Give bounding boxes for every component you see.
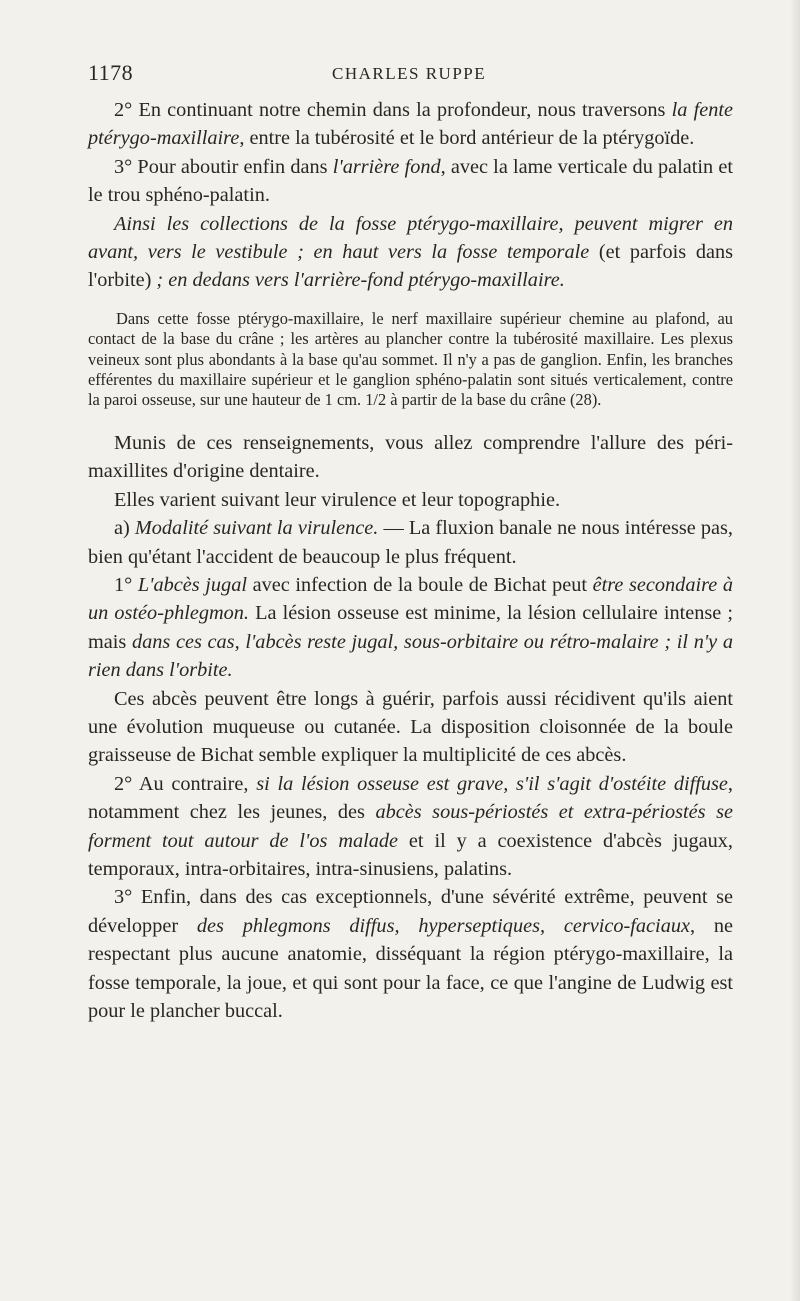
paragraph-3: [88, 210, 733, 295]
p6-text: — La fluxion banale ne nous intéresse pas, bien qu'étant l'accident de beaucoup le plus fréquent.: [88, 517, 733, 568]
p7-text-2: La lésion osseuse est minime, la lésion cellulaire intense ; mais: [88, 602, 733, 653]
p7-text-1: avec infection de la boule de Bichat peut: [246, 573, 593, 596]
paragraph-4: Munis de ces renseignements, vous allez comprendre l'allure des péri-maxillites d'origine dentaire.: [88, 431, 733, 483]
p3-italic: Ainsi les collections de la fosse ptérygo-maxillaire, peuvent migrer en avant, vers le vestibule ; en haut vers la fosse temporale: [88, 212, 733, 264]
page-header: [88, 60, 728, 90]
body-text: [88, 96, 733, 1025]
p3-text: (et parfois dans l'orbite): [88, 241, 733, 292]
p9-italic-2: abcès sous-périostés et extra-périostés se forment tout autour de l'os malade: [88, 801, 733, 852]
paragraph-2: [88, 153, 733, 210]
paragraph-9: [88, 770, 733, 884]
p6-italic: Modalité suivant la virulence.: [134, 517, 379, 540]
small-print-note: [88, 309, 733, 411]
paragraph-7: [88, 571, 733, 685]
paragraph-6: [88, 514, 733, 571]
page-edge-shadow: [790, 0, 800, 1301]
p7-marker: 1°: [114, 573, 138, 596]
p7-italic-3: dans ces cas, l'abcès reste jugal, sous-orbitaire ou rétro-malaire ; il n'y a rien dans l'orbite.: [88, 630, 733, 682]
paragraph-10: [88, 883, 733, 1025]
page-number: 1178: [88, 60, 134, 85]
p10-italic: des phlegmons diffus, hyperseptiques, cervico-faciaux: [196, 914, 690, 937]
p10-text-1: 3° Enfin, dans des cas exceptionnels, d'une sévérité extrême, peuvent se développer: [88, 886, 733, 937]
p1-text-end: , entre la tubérosité et le bord antérieur de la ptérygoïde.: [239, 127, 695, 150]
p6-marker: a): [114, 517, 135, 540]
p2-italic: l'arrière fond: [332, 155, 441, 178]
running-head: CHARLES RUPPE: [332, 64, 487, 83]
p1-italic: la fente ptérygo-maxillaire: [88, 99, 733, 150]
p10-text-2: , ne respectant plus aucune anatomie, disséquant la région ptérygo-maxillaire, la fosse temporale, la joue, et qui sont pour la face, ce que l'angine de Ludwig est pour le plancher buccal.: [88, 914, 733, 1022]
p7-italic-2: être secondaire à un ostéo-phlegmon.: [88, 573, 733, 625]
p9-text-1: 2° Au contraire,: [114, 772, 257, 795]
paragraph-5: Elles varient suivant leur virulence et leur topographie.: [114, 488, 561, 511]
p9-text-3: et il y a coexistence d'abcès jugaux, temporaux, intra-orbitaires, intra-sinusiens, palatins.: [88, 829, 733, 880]
p7-italic-1: L'abcès jugal: [137, 573, 247, 596]
paragraph-8: Ces abcès peuvent être longs à guérir, parfois aussi récidivent qu'ils aient une évolution muqueuse ou cutanée. La disposition cloisonnée de la boule graisseuse de Bichat semble expliquer la multiplicité de ces abcès.: [88, 687, 733, 767]
p9-italic-1: si la lésion osseuse est grave, s'il s'agit d'ostéite diffuse: [256, 772, 728, 795]
p2-text-end: , avec la lame verticale du palatin et le trou sphéno-palatin.: [88, 155, 733, 207]
p3-italic-end: ; en dedans vers l'arrière-fond ptérygo-maxillaire.: [156, 269, 565, 292]
small-note-text: Dans cette fosse ptérygo-maxillaire, le nerf maxillaire supérieur chemine au plafond, au contact de la base du crâne ; les artères au plancher contre la tubérosité maxillaire. Les plexus veineux sont plus abondants à la base qu'au sommet. Il n'y a pas de ganglion. Enfin, les branches efférentes du maxillaire supérieur et le ganglion sphéno-palatin sont situés verticalement, contre la paroi osseuse, sur une hauteur de 1 cm. 1/2 à partir de la base du crâne (28).: [88, 308, 733, 410]
paragraph-1: [88, 96, 733, 153]
p1-text: 2° En continuant notre chemin dans la profondeur, nous traversons: [114, 99, 672, 121]
p2-text: 3° Pour aboutir enfin dans: [114, 155, 333, 178]
p9-text-2: , notamment chez les jeunes, des: [88, 772, 733, 824]
